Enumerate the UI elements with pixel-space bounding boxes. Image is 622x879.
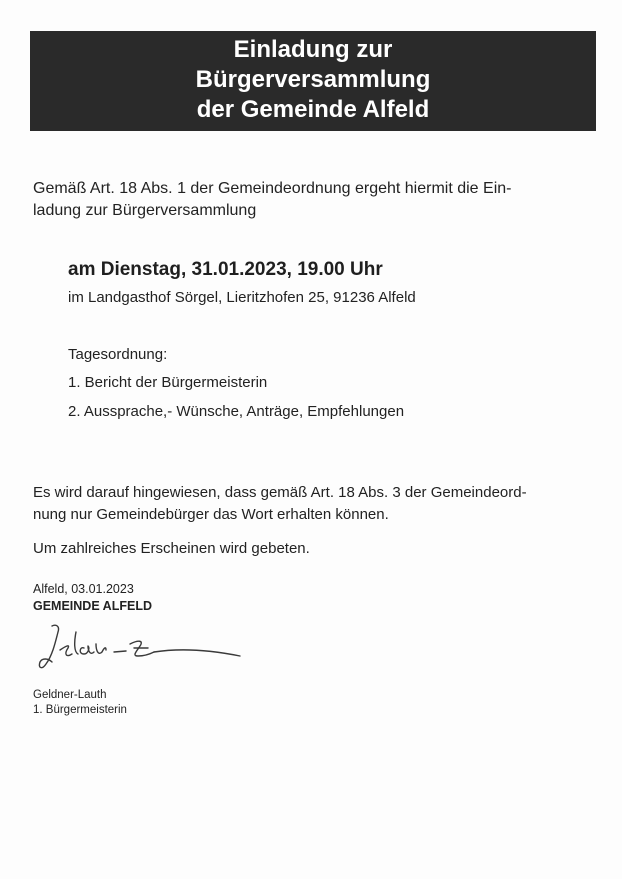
notice-line-2: nung nur Gemeindebürger das Wort erhalten können. — [33, 506, 389, 523]
intro-line-1: Gemäß Art. 18 Abs. 1 der Gemeindeordnung ergeht hiermit die Ein- — [33, 180, 512, 197]
agenda-heading: Tagesordnung: — [68, 346, 168, 363]
agenda-item: 1. Bericht der Bürgermeisterin — [68, 374, 268, 391]
handwritten-signature — [30, 618, 260, 678]
title-line-2: Bürgerversammlung — [195, 66, 431, 93]
intro-paragraph — [33, 178, 593, 222]
closing-sentence: Um zahlreiches Erscheinen wird gebeten. — [33, 540, 310, 557]
municipality-name: GEMEINDE ALFELD — [33, 599, 152, 613]
signer-role: 1. Bürgermeisterin — [33, 704, 127, 716]
title-banner — [30, 31, 596, 131]
title-line-3: der Gemeinde Alfeld — [196, 96, 430, 123]
meeting-details — [68, 258, 588, 308]
title-line-1: Einladung zur — [233, 36, 393, 63]
notice-paragraph — [33, 482, 593, 526]
agenda — [68, 345, 588, 431]
agenda-item: 2. Aussprache,- Wünsche, Anträge, Empfehlungen — [68, 403, 405, 420]
meeting-venue: im Landgasthof Sörgel, Lieritzhofen 25, 91236 Alfeld — [68, 289, 416, 306]
notice-line-1: Es wird darauf hingewiesen, dass gemäß Art. 18 Abs. 3 der Gemeindeord- — [33, 484, 527, 501]
signer-name: Geldner-Lauth — [33, 689, 107, 701]
place-date: Alfeld, 03.01.2023 — [33, 582, 134, 596]
meeting-date: am Dienstag, 31.01.2023, 19.00 Uhr — [68, 259, 383, 280]
intro-line-2: ladung zur Bürgerversammlung — [33, 202, 257, 219]
